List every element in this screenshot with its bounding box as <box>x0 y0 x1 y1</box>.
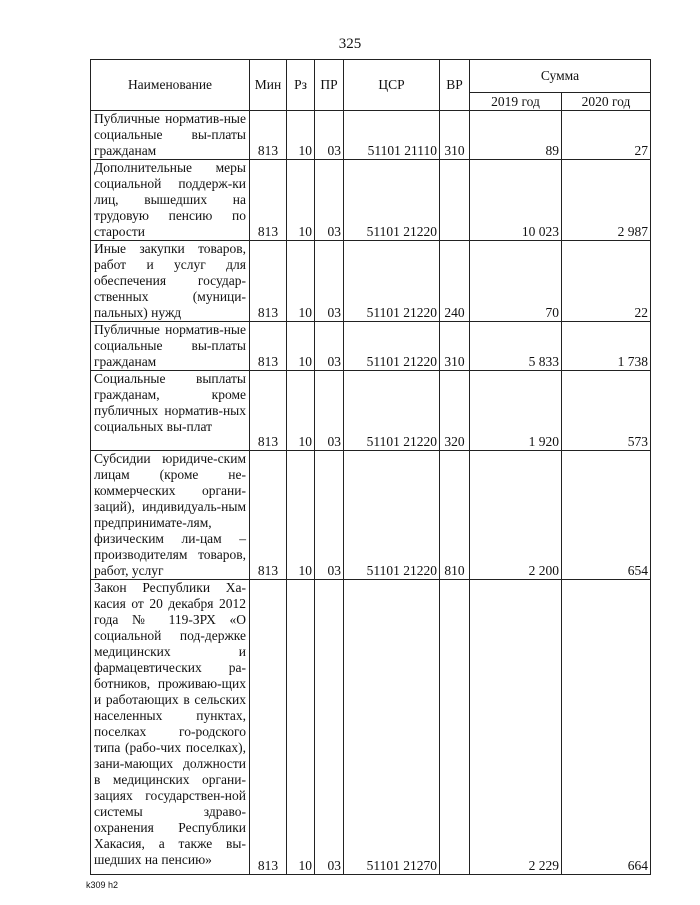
row-csr: 51101 21220 <box>344 451 440 580</box>
budget-table <box>90 59 651 875</box>
row-2020: 2 987 <box>562 160 651 241</box>
row-rz: 10 <box>287 241 315 322</box>
table-row <box>91 371 651 451</box>
row-2019: 2 200 <box>470 451 562 580</box>
row-pr: 03 <box>315 580 344 875</box>
header-min: Мин <box>250 60 287 111</box>
header-name: Наименование <box>91 60 250 111</box>
row-pr: 03 <box>315 322 344 371</box>
table-row <box>91 241 651 322</box>
row-2020: 664 <box>562 580 651 875</box>
row-name: Субсидии юридиче-ским лицам (кроме не-коммерческих органи-заций), индивидуаль-ным предпринимате-лям, физическим ли-цам – производителям товаров, работ, услуг <box>91 451 250 580</box>
header-vr: ВР <box>440 60 470 111</box>
row-min: 813 <box>250 241 287 322</box>
table-row <box>91 111 651 160</box>
row-2020: 1 738 <box>562 322 651 371</box>
header-2020: 2020 год <box>562 93 651 111</box>
row-pr: 03 <box>315 241 344 322</box>
row-vr: 310 <box>440 322 470 371</box>
row-vr <box>440 160 470 241</box>
row-2020: 573 <box>562 371 651 451</box>
row-name: Дополнительные меры социальной поддерж-ки лиц, вышедших на трудовую пенсию по старости <box>91 160 250 241</box>
row-vr: 310 <box>440 111 470 160</box>
header-rz: Рз <box>287 60 315 111</box>
row-rz: 10 <box>287 371 315 451</box>
row-min: 813 <box>250 111 287 160</box>
page-number: 325 <box>338 36 362 52</box>
row-name: Публичные норматив-ные социальные вы-платы гражданам <box>91 322 250 371</box>
row-rz: 10 <box>287 160 315 241</box>
row-vr: 320 <box>440 371 470 451</box>
row-name: Иные закупки товаров, работ и услуг для обеспечения государ-ственных (муници-пальных) нужд <box>91 241 250 322</box>
header-pr: ПР <box>315 60 344 111</box>
row-2019: 5 833 <box>470 322 562 371</box>
row-2019: 1 920 <box>470 371 562 451</box>
header-csr: ЦСР <box>344 60 440 111</box>
row-vr <box>440 580 470 875</box>
row-rz: 10 <box>287 580 315 875</box>
row-csr: 51101 21220 <box>344 371 440 451</box>
row-2020: 27 <box>562 111 651 160</box>
row-min: 813 <box>250 451 287 580</box>
row-2019: 70 <box>470 241 562 322</box>
row-pr: 03 <box>315 111 344 160</box>
row-name: Публичные норматив-ные социальные вы-платы гражданам <box>91 111 250 160</box>
row-pr: 03 <box>315 160 344 241</box>
table-row <box>91 322 651 371</box>
table-row <box>91 451 651 580</box>
header-sum: Сумма <box>470 60 651 93</box>
table-row <box>91 160 651 241</box>
row-rz: 10 <box>287 322 315 371</box>
row-csr: 51101 21220 <box>344 160 440 241</box>
row-vr: 810 <box>440 451 470 580</box>
row-csr: 51101 21270 <box>344 580 440 875</box>
row-2020: 22 <box>562 241 651 322</box>
row-pr: 03 <box>315 371 344 451</box>
row-min: 813 <box>250 160 287 241</box>
row-2019: 89 <box>470 111 562 160</box>
row-2019: 10 023 <box>470 160 562 241</box>
header-2019: 2019 год <box>470 93 562 111</box>
row-vr: 240 <box>440 241 470 322</box>
row-min: 813 <box>250 580 287 875</box>
row-2020: 654 <box>562 451 651 580</box>
row-csr: 51101 21220 <box>344 241 440 322</box>
row-min: 813 <box>250 322 287 371</box>
row-pr: 03 <box>315 451 344 580</box>
row-csr: 51101 21110 <box>344 111 440 160</box>
row-csr: 51101 21220 <box>344 322 440 371</box>
row-rz: 10 <box>287 451 315 580</box>
footer-code: k309 h2 <box>86 880 119 890</box>
row-rz: 10 <box>287 111 315 160</box>
row-name: Социальные выплаты гражданам, кроме публичных норматив-ных социальных вы-плат <box>91 371 250 451</box>
row-name: Закон Республики Ха-касия от 20 декабря 2012 года № 119-ЗРХ «О социальной под-держке медицинских и фармацевтических ра-ботников, проживаю-щих и работающих в сельских населенных пунктах, поселках го-родского типа (рабо-чих поселках), зани-мающих должности в медицинских органи-зациях государствен-ной системы здраво-охранения Республики Хакасия, а также вы-шедших на пенсию» <box>91 580 250 875</box>
table-row <box>91 580 651 875</box>
row-2019: 2 229 <box>470 580 562 875</box>
row-min: 813 <box>250 371 287 451</box>
